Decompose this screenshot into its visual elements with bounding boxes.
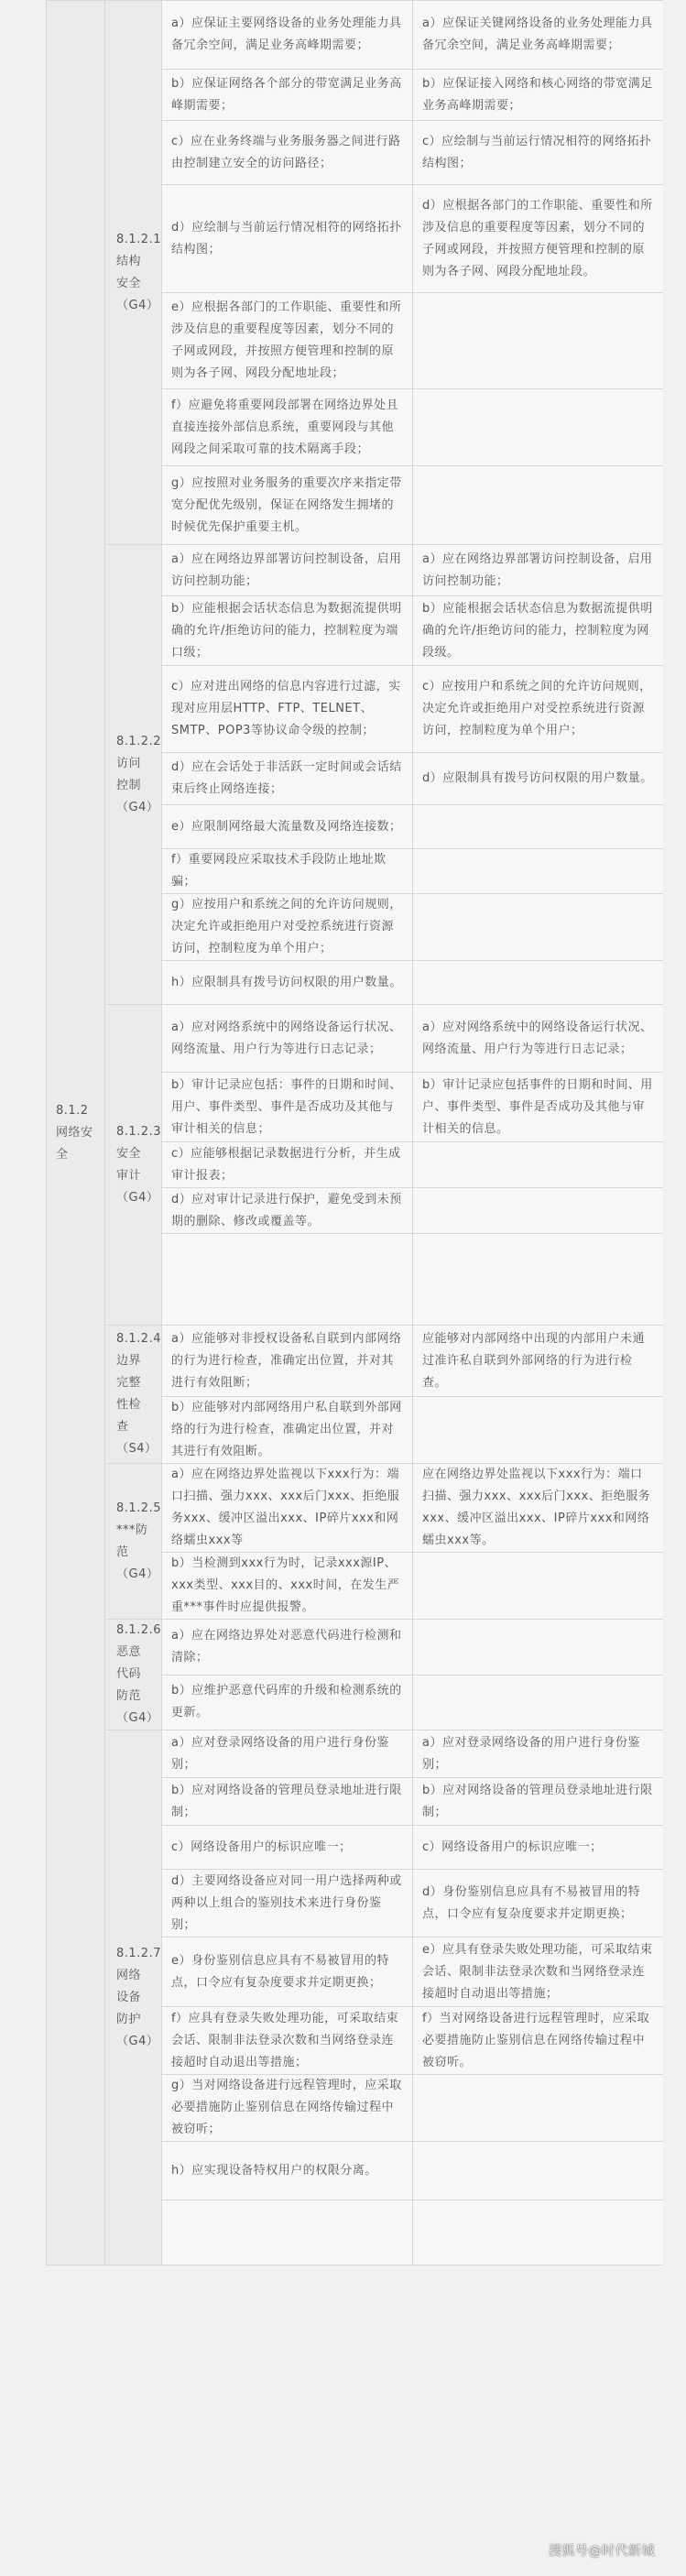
subsection-cell: [105, 1005, 162, 1326]
requirement-cell: a）应在网络边界处对恶意代码进行检测和清除；: [162, 1620, 413, 1675]
reference-cell: c）应按用户和系统之间的允许访问规则，决定允许或拒绝用户对受控系统进行资源访问，控制粒度为单个用户；: [413, 666, 664, 753]
subsection-cell: [105, 1620, 162, 1730]
reference-cell: c）应绘制与当前运行情况相符的网络拓扑结构图；: [413, 121, 664, 185]
subsection-label: 恶意代码防范（G4）: [116, 1645, 159, 1725]
subsection-id: 8.1.2.1: [116, 232, 161, 246]
subsection-cell: [105, 1730, 162, 2265]
subsection-label: 网络设备防护（G4）: [116, 1968, 159, 2048]
subsection-label: 访问控制（G4）: [116, 756, 159, 814]
requirement-cell: [162, 1234, 413, 1326]
subsection-id: 8.1.2.4: [116, 1332, 161, 1346]
requirement-cell: b）应对网络设备的管理员登录地址进行限制；: [162, 1778, 413, 1826]
requirement-cell: g）当对网络设备进行远程管理时，应采取必要措施防止鉴别信息在网络传输过程中被窃听；: [162, 2075, 413, 2142]
reference-cell: 应能够对内部网络中出现的内部用户未通过准许私自联到外部网络的行为进行检查。: [413, 1326, 664, 1397]
requirements-table: [46, 0, 664, 2265]
requirement-cell: f）应避免将重要网段部署在网络边界处且直接连接外部信息系统，重要网段与其他网段之间采取可靠的技术隔离手段；: [162, 389, 413, 466]
reference-cell: [413, 2075, 664, 2142]
requirement-cell: d）应对审计记录进行保护，避免受到未预期的删除、修改或覆盖等。: [162, 1188, 413, 1234]
reference-cell: [413, 805, 664, 849]
subsection-cell: [105, 1326, 162, 1464]
subsection-label: 安全审计（G4）: [116, 1146, 159, 1205]
subsection-id: 8.1.2.2: [116, 734, 161, 748]
table-row: [47, 545, 664, 596]
requirement-cell: a）应在网络边界处监视以下xxx行为：端口扫描、强力xxx、xxx后门xxx、拒绝服务xxx、缓冲区溢出xxx、IP碎片xxx和网络蠕虫xxx等: [162, 1464, 413, 1553]
requirement-cell: d）应在会话处于非活跃一定时间或会话结束后终止网络连接；: [162, 753, 413, 805]
section-id: 8.1.2: [56, 1103, 89, 1118]
reference-cell: [413, 849, 664, 894]
requirement-cell: c）应能够根据记录数据进行分析，并生成审计报表；: [162, 1142, 413, 1188]
subsection-id: 8.1.2.6: [116, 1623, 161, 1637]
requirement-cell: c）应在业务终端与业务服务器之间进行路由控制建立安全的访问路径；: [162, 121, 413, 185]
reference-cell: [413, 389, 664, 466]
table-row: [47, 1730, 664, 1778]
requirement-cell: g）应按照对业务服务的重要次序来指定带宽分配优先级别，保证在网络发生拥堵的时候优先保护重要主机。: [162, 466, 413, 545]
reference-cell: [413, 1675, 664, 1730]
reference-cell: b）应保证接入网络和核心网络的带宽满足业务高峰期需要；: [413, 70, 664, 121]
reference-cell: c）网络设备用户的标识应唯一；: [413, 1826, 664, 1870]
reference-cell: d）应根据各部门的工作职能、重要性和所涉及信息的重要程度等因素，划分不同的子网或网段，并按照方便管理和控制的原则为各子网、网段分配地址段。: [413, 185, 664, 293]
section-cell: [47, 1, 105, 2265]
reference-cell: [413, 1188, 664, 1234]
requirement-cell: g）应按用户和系统之间的允许访问规则，决定允许或拒绝用户对受控系统进行资源访问，控制粒度为单个用户；: [162, 894, 413, 961]
reference-cell: a）应在网络边界部署访问控制设备，启用访问控制功能；: [413, 545, 664, 596]
reference-cell: [413, 894, 664, 961]
requirement-cell: b）应维护恶意代码库的升级和检测系统的更新。: [162, 1675, 413, 1730]
requirement-cell: d）主要网络设备应对同一用户选择两种或两种以上组合的鉴别技术来进行身份鉴别；: [162, 1870, 413, 1937]
subsection-id: 8.1.2.7: [116, 1946, 161, 1960]
subsection-label: ***防范（G4）: [116, 1523, 159, 1581]
requirement-cell: b）应能够对内部网络用户私自联到外部网络的行为进行检查，准确定出位置，并对其进行有效阻断。: [162, 1397, 413, 1464]
table-row: [47, 1464, 664, 1553]
reference-cell: f）当对网络设备进行远程管理时，应采取必要措施防止鉴别信息在网络传输过程中被窃听。: [413, 2007, 664, 2075]
reference-cell: d）应限制具有拨号访问权限的用户数量。: [413, 753, 664, 805]
subsection-cell: [105, 545, 162, 1005]
reference-cell: b）审计记录应包括事件的日期和时间、用户、事件类型、事件是否成功及其他与审计相关的信息。: [413, 1073, 664, 1142]
reference-cell: [413, 961, 664, 1005]
requirement-cell: e）身份鉴别信息应具有不易被冒用的特点，口令应有复杂度要求并定期更换；: [162, 1937, 413, 2007]
requirement-cell: h）应实现设备特权用户的权限分离。: [162, 2142, 413, 2200]
page-margin-right: [663, 0, 686, 2576]
reference-cell: 应在网络边界处监视以下xxx行为：端口扫描、强力xxx、xxx后门xxx、拒绝服务xxx、缓冲区溢出xxx、IP碎片xxx和网络蠕虫xxx等。: [413, 1464, 664, 1553]
requirement-cell: a）应在网络边界部署访问控制设备，启用访问控制功能；: [162, 545, 413, 596]
requirement-cell: a）应对登录网络设备的用户进行身份鉴别；: [162, 1730, 413, 1778]
reference-cell: [413, 2200, 664, 2265]
watermark-text: 搜狐号@时代新城: [549, 2544, 655, 2559]
requirement-cell: h）应限制具有拨号访问权限的用户数量。: [162, 961, 413, 1005]
subsection-cell: [105, 1, 162, 545]
reference-cell: d）身份鉴别信息应具有不易被冒用的特点，口令应有复杂度要求并定期更换；: [413, 1870, 664, 1937]
reference-cell: [413, 466, 664, 545]
reference-cell: [413, 293, 664, 389]
requirement-cell: [162, 2200, 413, 2265]
subsection-label: 边界完整性检查（S4）: [116, 1354, 158, 1456]
reference-cell: e）应具有登录失败处理功能，可采取结束会话、限制非法登录次数和当网络登录连接超时自动退出等措施；: [413, 1937, 664, 2007]
requirement-cell: b）当检测到xxx行为时，记录xxx源IP、xxx类型、xxx目的、xxx时间，在发生严重***事件时应提供报警。: [162, 1553, 413, 1620]
requirement-cell: d）应绘制与当前运行情况相符的网络拓扑结构图；: [162, 185, 413, 293]
page-margin-left: [0, 0, 46, 2576]
reference-cell: a）应对登录网络设备的用户进行身份鉴别；: [413, 1730, 664, 1778]
table-row: [47, 1, 664, 70]
subsection-label: 结构安全（G4）: [116, 254, 159, 312]
requirement-cell: f）重要网段应采取技术手段防止地址欺骗；: [162, 849, 413, 894]
table-row: [47, 1005, 664, 1073]
requirement-cell: e）应根据各部门的工作职能、重要性和所涉及信息的重要程度等因素，划分不同的子网或网段，并按照方便管理和控制的原则为各子网、网段分配地址段；: [162, 293, 413, 389]
requirement-cell: c）应对进出网络的信息内容进行过滤，实现对应用层HTTP、FTP、TELNET、SMTP、POP3等协议命令级的控制；: [162, 666, 413, 753]
reference-cell: [413, 1620, 664, 1675]
requirement-cell: c）网络设备用户的标识应唯一；: [162, 1826, 413, 1870]
requirement-cell: e）应限制网络最大流量数及网络连接数；: [162, 805, 413, 849]
reference-cell: a）应对网络系统中的网络设备运行状况、网络流量、用户行为等进行日志记录；: [413, 1005, 664, 1073]
requirement-cell: a）应对网络系统中的网络设备运行状况、网络流量、用户行为等进行日志记录；: [162, 1005, 413, 1073]
section-label: 网络安全: [56, 1125, 93, 1162]
requirement-cell: a）应能够对非授权设备私自联到内部网络的行为进行检查，准确定出位置，并对其进行有效阻断；: [162, 1326, 413, 1397]
reference-cell: [413, 2142, 664, 2200]
reference-cell: [413, 1553, 664, 1620]
requirement-cell: b）应能根据会话状态信息为数据流提供明确的允许/拒绝访问的能力，控制粒度为端口级；: [162, 596, 413, 666]
reference-cell: [413, 1142, 664, 1188]
requirement-cell: a）应保证主要网络设备的业务处理能力具备冗余空间，满足业务高峰期需要；: [162, 1, 413, 70]
subsection-cell: [105, 1464, 162, 1620]
reference-cell: a）应保证关键网络设备的业务处理能力具备冗余空间，满足业务高峰期需要；: [413, 1, 664, 70]
reference-cell: b）应对网络设备的管理员登录地址进行限制；: [413, 1778, 664, 1826]
reference-cell: [413, 1397, 664, 1464]
reference-cell: b）应能根据会话状态信息为数据流提供明确的允许/拒绝访问的能力，控制粒度为网段级。: [413, 596, 664, 666]
reference-cell: [413, 1234, 664, 1326]
requirement-cell: b）应保证网络各个部分的带宽满足业务高峰期需要；: [162, 70, 413, 121]
subsection-id: 8.1.2.5: [116, 1501, 161, 1515]
table-row: [47, 1326, 664, 1397]
requirement-cell: f）应具有登录失败处理功能，可采取结束会话、限制非法登录次数和当网络登录连接超时自动退出等措施；: [162, 2007, 413, 2075]
table-row: [47, 1620, 664, 1675]
requirement-cell: b）审计记录应包括：事件的日期和时间、用户、事件类型、事件是否成功及其他与审计相关的信息；: [162, 1073, 413, 1142]
subsection-id: 8.1.2.3: [116, 1124, 161, 1139]
